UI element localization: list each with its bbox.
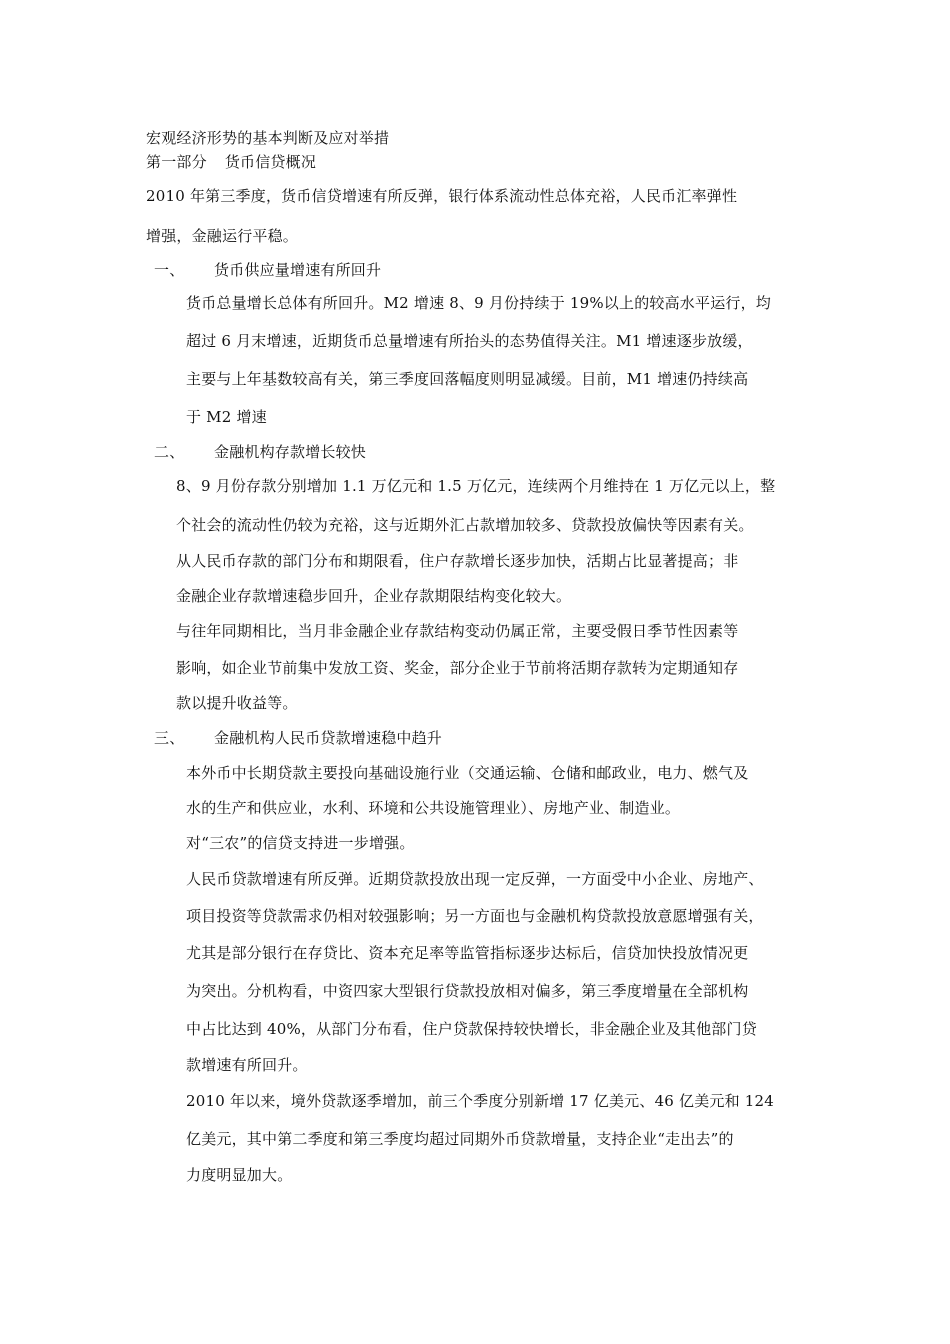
paragraph-line: 款以提升收益等。 (176, 694, 298, 712)
section-heading (154, 442, 366, 462)
paragraph-line: 项目投资等贷款需求仍相对较强影响；另一方面也与金融机构贷款投放意愿增强有关， (186, 907, 764, 925)
section-heading (154, 728, 442, 748)
paragraph-line: 亿美元，其中第二季度和第三季度均超过同期外币贷款增量，支持企业“走出去”的 (186, 1130, 734, 1148)
paragraph-line: 与往年同期相比，当月非金融企业存款结构变动仍属正常，主要受假日季节性因素等 (176, 622, 739, 640)
paragraph-line: 本外币中长期贷款主要投向基础设施行业（交通运输、仓储和邮政业，电力、燃气及 (186, 764, 749, 782)
paragraph-line: 力度明显加大。 (186, 1166, 293, 1184)
paragraph-line: 水的生产和供应业，水利、环境和公共设施管理业）、房地产业、制造业。 (186, 799, 681, 817)
paragraph-line: 从人民币存款的部门分布和期限看，住户存款增长逐步加快，活期占比显著提高；非 (176, 552, 739, 570)
section-number: 二、 (154, 443, 185, 461)
part-heading (146, 152, 316, 172)
paragraph-line: 2010 年以来，境外贷款逐季增加，前三个季度分别新增 17 亿美元、46 亿美元和 124 (186, 1092, 775, 1110)
paragraph-line: 8、9 月份存款分别增加 1.1 万亿元和 1.5 万亿元，连续两个月维持在 1 万亿元以上，整 (176, 477, 776, 495)
section-title: 货币供应量增速有所回升 (214, 261, 382, 279)
paragraph-line: 于 M2 增速 (186, 408, 267, 426)
paragraph-line: 金融企业存款增速稳步回升，企业存款期限结构变化较大。 (176, 587, 572, 605)
paragraph-line: 影响，如企业节前集中发放工资、奖金，部分企业于节前将活期存款转为定期通知存 (176, 659, 739, 677)
paragraph-line: 对“三农”的信贷支持进一步增强。 (186, 834, 415, 852)
paragraph-line: 主要与上年基数较高有关，第三季度回落幅度则明显减缓。目前，M1 增速仍持续高 (186, 370, 749, 388)
intro-line: 增强，金融运行平稳。 (146, 227, 299, 245)
paragraph-line: 尤其是部分银行在存贷比、资本充足率等监管指标逐步达标后，信贷加快投放情况更 (186, 944, 749, 962)
section-heading (154, 260, 381, 280)
paragraph-line: 超过 6 月末增速，近期货币总量增速有所抬头的态势值得关注。M1 增速逐步放缓， (186, 332, 753, 350)
paragraph-line: 个社会的流动性仍较为充裕，这与近期外汇占款增加较多、贷款投放偏快等因素有关。 (176, 516, 754, 534)
section-title: 金融机构存款增长较快 (214, 443, 367, 461)
section-title: 金融机构人民币贷款增速稳中趋升 (214, 729, 443, 747)
paragraph-line: 中占比达到 40%，从部门分布看，住户贷款保持较快增长，非金融企业及其他部门贷 (186, 1020, 757, 1038)
document-title: 宏观经济形势的基本判断及应对举措 (146, 129, 390, 147)
paragraph-line: 货币总量增长总体有所回升。M2 增速 8、9 月份持续于 19%以上的较高水平运行，均 (186, 294, 772, 312)
paragraph-line: 款增速有所回升。 (186, 1056, 308, 1074)
part-title: 货币信贷概况 (224, 153, 317, 171)
part-label: 第一部分 (146, 153, 207, 171)
section-number: 三、 (154, 729, 185, 747)
paragraph-line: 为突出。分机构看，中资四家大型银行贷款投放相对偏多，第三季度增量在全部机构 (186, 982, 749, 1000)
paragraph-line: 人民币贷款增速有所反弹。近期贷款投放出现一定反弹，一方面受中小企业、房地产、 (186, 870, 764, 888)
section-number: 一、 (154, 261, 185, 279)
intro-line: 2010 年第三季度，货币信贷增速有所反弹，银行体系流动性总体充裕，人民币汇率弹性 (146, 187, 738, 205)
